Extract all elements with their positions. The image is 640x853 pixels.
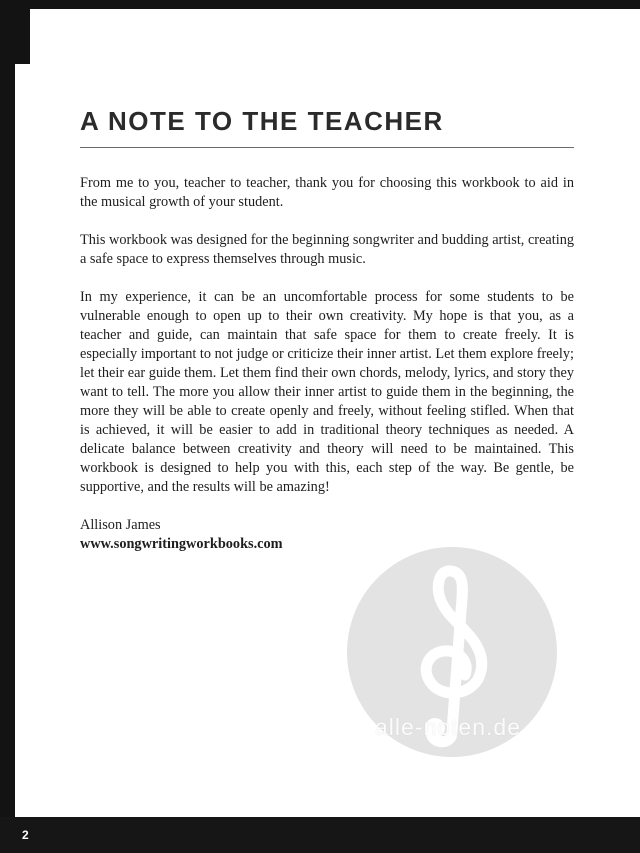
paragraph: From me to you, teacher to teacher, thank you for choosing this workbook to aid in the musical growth of your student. xyxy=(80,175,574,210)
author-website: www.songwritingworkbooks.com xyxy=(80,536,283,552)
watermark-text: alle-noten.de xyxy=(375,714,521,740)
signature-block xyxy=(80,516,574,554)
left-border xyxy=(0,0,15,853)
body-text xyxy=(80,174,574,497)
page-title: A NOTE TO THE TEACHER xyxy=(80,106,444,136)
corner-block xyxy=(0,0,30,64)
top-border xyxy=(0,0,640,9)
bottom-border xyxy=(0,817,640,853)
page-number: 2 xyxy=(22,828,29,842)
paragraph: In my experience, it can be an uncomfortable process for some students to be vulnerable enough to open up to their own creativity. My hope is that you, as a teacher and guide, can maintain that safe space for them to create freely. It is especially important to not judge or criticize their inner artist. Let them explore freely; let their ear guide them. Let them find their own chords, melody, lyrics, and story they want to tell. The more you allow their inner artist to guide them in the beginning, the more they will be able to create openly and freely, without feeling stifled. When that is achieved, it will be easier to add in traditional theory techniques as needed. A delicate balance between creativity and theory will need to be maintained. This workbook is designed to help you with this, each step of the way. Be gentle, be supportive, and the results will be amazing! xyxy=(80,289,574,495)
page-content xyxy=(80,106,574,554)
paragraph: This workbook was designed for the beginning songwriter and budding artist, creating a safe space to express themselves through music. xyxy=(80,232,574,267)
heading-divider xyxy=(80,147,574,148)
author-name: Allison James xyxy=(80,517,161,533)
